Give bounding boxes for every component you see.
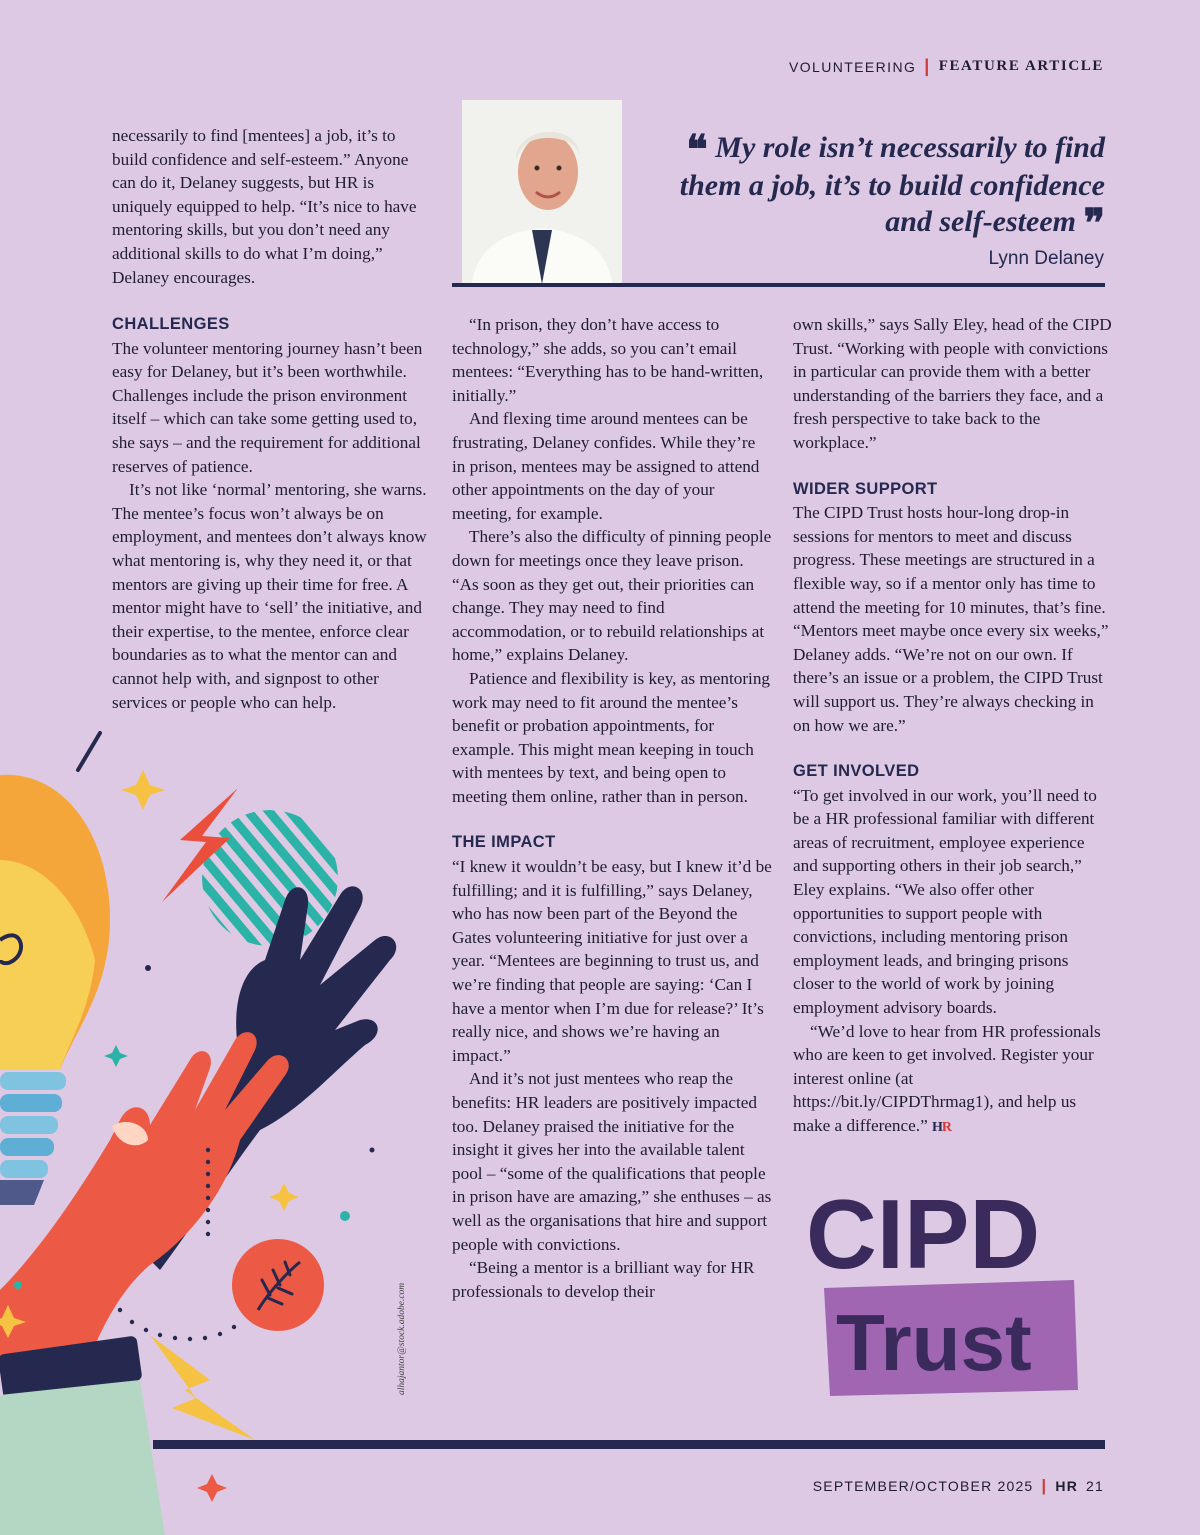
spacer <box>793 455 1113 478</box>
page-number: 21 <box>1086 1478 1104 1494</box>
leaf-circle-icon <box>232 1239 324 1331</box>
paragraph: It’s not like ‘normal’ mentoring, she warns. The mentee’s focus won’t always be on employment, and mentees don’t always know what mentoring is, why they need it, or that mentors are giving up their time for free. A mentor might have to ‘sell’ the initiative, and their expertise, to the mentee, enforce clear boundaries as to what the mentor can and cannot help with, and signpost to other services or people who can help. <box>112 480 427 712</box>
paragraph: “Being a mentor is a brilliant way for HR professionals to develop their <box>452 1258 755 1301</box>
footer-separator: | <box>1041 1476 1048 1495</box>
page-footer <box>813 1476 1104 1496</box>
sparkle-icon <box>121 770 165 810</box>
open-quote-mark: ❝ <box>686 127 708 172</box>
section-heading-get-involved: GET INVOLVED <box>793 762 920 781</box>
sparkle-icon <box>269 1183 299 1211</box>
quote-divider <box>452 283 1105 287</box>
sparkle-icon <box>197 1474 227 1502</box>
logo-cipd-text: CIPD <box>806 1180 1041 1289</box>
striped-circle-icon <box>202 810 338 946</box>
section-heading-challenges: CHALLENGES <box>112 315 230 333</box>
paragraph: own skills,” says Sally Eley, head of the CIPD Trust. “Working with people with convictions in particular can provide them with a better understanding of the barriers they face, and a fresh perspective to take back to the workplace.” <box>793 315 1112 452</box>
paragraph: necessarily to find [mentees] a job, it’s to build confidence and self-esteem.” Anyone can do it, Delaney suggests, but HR is uniquely equipped to help. “It’s nice to have mentoring skills, but you don’t need any additional skills to do what I’m doing,” Delaney encourages. <box>112 126 417 287</box>
image-credit: alhajantor@stock.adobe.com <box>397 1282 407 1395</box>
hands-lightbulb-illustration <box>0 690 400 1535</box>
column-3 <box>793 313 1113 1140</box>
section-label: VOLUNTEERING <box>788 58 917 75</box>
paragraph: The CIPD Trust hosts hour-long drop-in sessions for mentors to meet and discuss progress. These meetings are structured in a flexible way, so if a mentor only has time to attend the meeting for 10 minutes, that’s fine. “Mentors meet maybe once every six weeks,” Delaney adds. “We’re not on our own. If there’s an issue or a problem, the CIPD Trust will support us. They’re always checking in on how we are.” <box>793 503 1109 735</box>
bottom-rule <box>153 1440 1105 1449</box>
close-quote-mark: ❞ <box>1083 201 1105 246</box>
hr-end-mark <box>932 1120 951 1135</box>
lynn-delaney-photo <box>462 100 622 284</box>
paragraph: There’s also the difficulty of pinning people down for meetings once they leave prison. “As soon as they get out, their priorities can change. They may need to find accommodation, or to rebuild relationships at home,” explains Delaney. <box>452 527 772 665</box>
paragraph: Patience and flexibility is key, as mentoring work may need to fit around the mentee’s benefit or probation appointments, for example. This might mean keeping in touch with mentees by text, and being open to meeting them online, rather than in person. <box>452 668 771 806</box>
paragraph-text: “We’d love to hear from HR professionals who are keen to get involved. Register your interest online (at https://bit.ly/CIPDThrmag1), and help us make a difference.” <box>793 1021 1101 1135</box>
pull-quote-text: My role isn’t necessarily to find them a job, it’s to build confidence and self-esteem <box>679 131 1105 238</box>
issue-date: SEPTEMBER/OCTOBER 2025 <box>812 1478 1034 1494</box>
paragraph: “To get involved in our work, you’ll need to be a HR professional familiar with different areas of recruitment, employee experience and supporting others in their job search,” Eley explains. “We also offer other opportunities to support people with convictions, including mentoring prison employment leads, and bringing prisons closer to the world of work by joining employment advisory boards. <box>793 785 1097 1018</box>
header-separator: | <box>924 56 931 76</box>
article-type-label: FEATURE ARTICLE <box>938 58 1104 74</box>
logo-trust-text: Trust <box>836 1298 1032 1387</box>
pull-quote <box>635 127 1105 246</box>
pull-quote-attribution: Lynn Delaney <box>988 248 1104 269</box>
lightbulb-icon <box>0 775 110 1205</box>
paragraph: “In prison, they don’t have access to technology,” she adds, so you can’t email mentees: “Everything has to be hand-written, initially.” <box>452 315 764 405</box>
hr-end-mark-h: H <box>932 1120 942 1135</box>
spacer <box>452 808 772 831</box>
spacer <box>793 737 1113 760</box>
paragraph: “I knew it wouldn’t be easy, but I knew it’d be fulfilling; and it is fulfilling,” says Delaney, who has now been part of the Beyond the Gates volunteering initiative for just over a year. “Mentees are beginning to trust us, and we’re finding that people are saying: ‘Can I have a mentor when I’m due for release?’ It’s really nice, and shows we’re having an impact.” <box>452 857 772 1065</box>
section-heading-wider-support: WIDER SUPPORT <box>793 479 938 498</box>
section-header <box>789 56 1104 77</box>
column-1-intro <box>112 124 432 289</box>
magazine-name: HR <box>1055 1478 1079 1494</box>
yellow-lightning-icon <box>150 1335 255 1440</box>
sleeve-icon <box>0 1380 165 1535</box>
cipd-trust-logo <box>806 1180 1086 1400</box>
paragraph-final <box>793 1020 1113 1140</box>
column-1 <box>112 313 432 714</box>
paragraph: And it’s not just mentees who reap the benefits: HR leaders are positively impacted too. Delaney praised the initiative for the insight it gives her into the available talent pool – “some of the qualifications that people in prison have are amazing,” she enthuses – as well as the organisations that hire and support people with convictions. <box>452 1069 772 1254</box>
paragraph: And flexing time around mentees can be frustrating, Delaney confides. While they’re in prison, mentees may be assigned to attend other appointments on the day of your meeting, for example. <box>452 409 760 523</box>
sparkle-icon <box>104 1045 128 1067</box>
hr-end-mark-r: R <box>941 1120 952 1135</box>
column-2 <box>452 313 772 1303</box>
section-heading-the-impact: THE IMPACT <box>452 833 556 852</box>
paragraph: The volunteer mentoring journey hasn’t been easy for Delaney, but it’s been worthwhile. Challenges include the prison environment itself – which can take some getting used to, she says – and the requirement for additional reserves of patience. <box>112 338 423 476</box>
